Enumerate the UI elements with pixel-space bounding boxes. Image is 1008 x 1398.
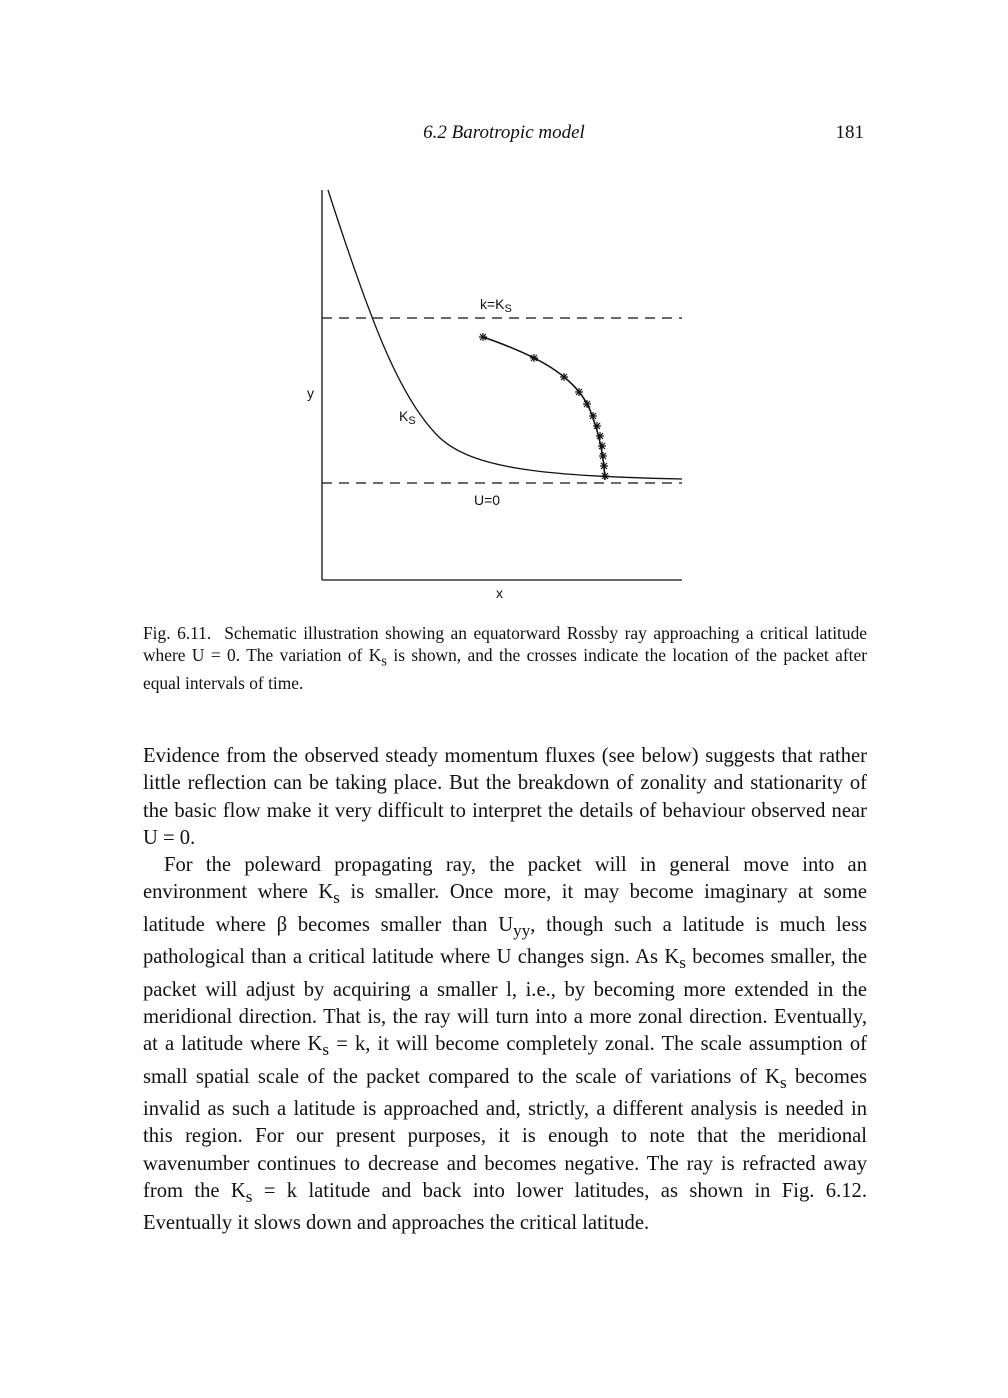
p2-sub-d: s — [322, 1040, 330, 1060]
ks-curve — [328, 190, 682, 479]
k-equals-ks-label — [480, 296, 512, 315]
caption-text: Schematic illustration showing an equatorward Rossby ray approaching a critical latitude where U = 0. The variation of K — [143, 623, 867, 665]
ray-path — [483, 337, 605, 480]
packet-cross — [593, 422, 601, 430]
caption-subscript: s — [381, 653, 387, 670]
packet-cross — [596, 432, 604, 440]
p2-seg-c: , though such a latitude is much less pathological than a critical latitude where U changes sign. As K — [143, 913, 867, 969]
p2-seg-g: = k latitude and back into lower latitudes, as shown in Fig. 6.12. Eventually it slows down and approaches the critical latitude. — [143, 1180, 867, 1235]
p2-sub-f: s — [245, 1187, 253, 1207]
body-text — [143, 743, 867, 1238]
p2-seg-a: For the poleward propagating ray, the packet will in general move into an environment where K — [143, 854, 867, 904]
packet-cross — [479, 333, 487, 341]
packet-cross — [530, 354, 538, 362]
p2-seg-e: = k, it will become completely zonal. The scale assumption of small spatial scale of the packet compared to the scale of variations of K — [143, 1033, 867, 1088]
packet-cross — [583, 400, 591, 408]
p2-seg-d: becomes smaller, the packet will adjust by acquiring a smaller l, i.e., by becoming more extended in the meridional direction. That is, the ray will turn into a more zonal direction. Eventually, at a latitude where K — [143, 946, 867, 1056]
packet-crosses — [479, 333, 609, 480]
paragraph-1: Evidence from the observed steady momentum fluxes (see below) suggests that rather little reflection can be taking place. But the breakdown of zonality and stationarity of the basic flow make it very difficult to interpret the details of behaviour observed near U = 0. — [143, 745, 867, 849]
k-equals-ks-label-sub: S — [504, 303, 512, 315]
p2-seg-f: becomes invalid as such a latitude is approached and, strictly, a different analysis is needed in this region. For our present purposes, it is enough to note that the meridional wavenumber continues to decrease and becomes negative. The ray is refracted away from the K — [143, 1065, 867, 1202]
packet-cross — [599, 452, 607, 460]
ks-curve-label — [399, 408, 416, 427]
p2-seg-b: is smaller. Once more, it may become imaginary at some latitude where β becomes smaller than U — [143, 881, 868, 936]
u-zero-label: U=0 — [474, 492, 501, 508]
ks-curve-label-sub: S — [408, 415, 416, 427]
k-equals-ks-label-main: k=K — [480, 296, 505, 312]
running-header-title: 6.2 Barotropic model — [423, 122, 585, 143]
caption-text-cont: is shown, and the crosses indicate the location of the packet after equal intervals of time. — [143, 645, 867, 694]
packet-cross — [598, 442, 606, 450]
figure-caption — [143, 622, 867, 694]
caption-figure-ref: Fig. 6.11. — [143, 623, 212, 643]
packet-cross — [600, 462, 608, 470]
packet-cross — [601, 472, 609, 480]
ray-schematic-figure — [290, 180, 710, 610]
page-number: 181 — [835, 122, 864, 143]
p2-sub-e: s — [779, 1072, 787, 1092]
p2-sub-c: s — [679, 953, 686, 973]
p2-sub-b: yy — [513, 921, 531, 940]
packet-cross — [589, 412, 597, 420]
y-axis-label: y — [307, 385, 314, 401]
p2-sub-a: s — [333, 888, 340, 908]
packet-cross — [575, 388, 583, 396]
packet-cross — [560, 373, 568, 381]
ks-curve-label-main: K — [399, 408, 409, 424]
x-axis-label: x — [496, 585, 503, 601]
paragraph-2 — [143, 852, 867, 1238]
